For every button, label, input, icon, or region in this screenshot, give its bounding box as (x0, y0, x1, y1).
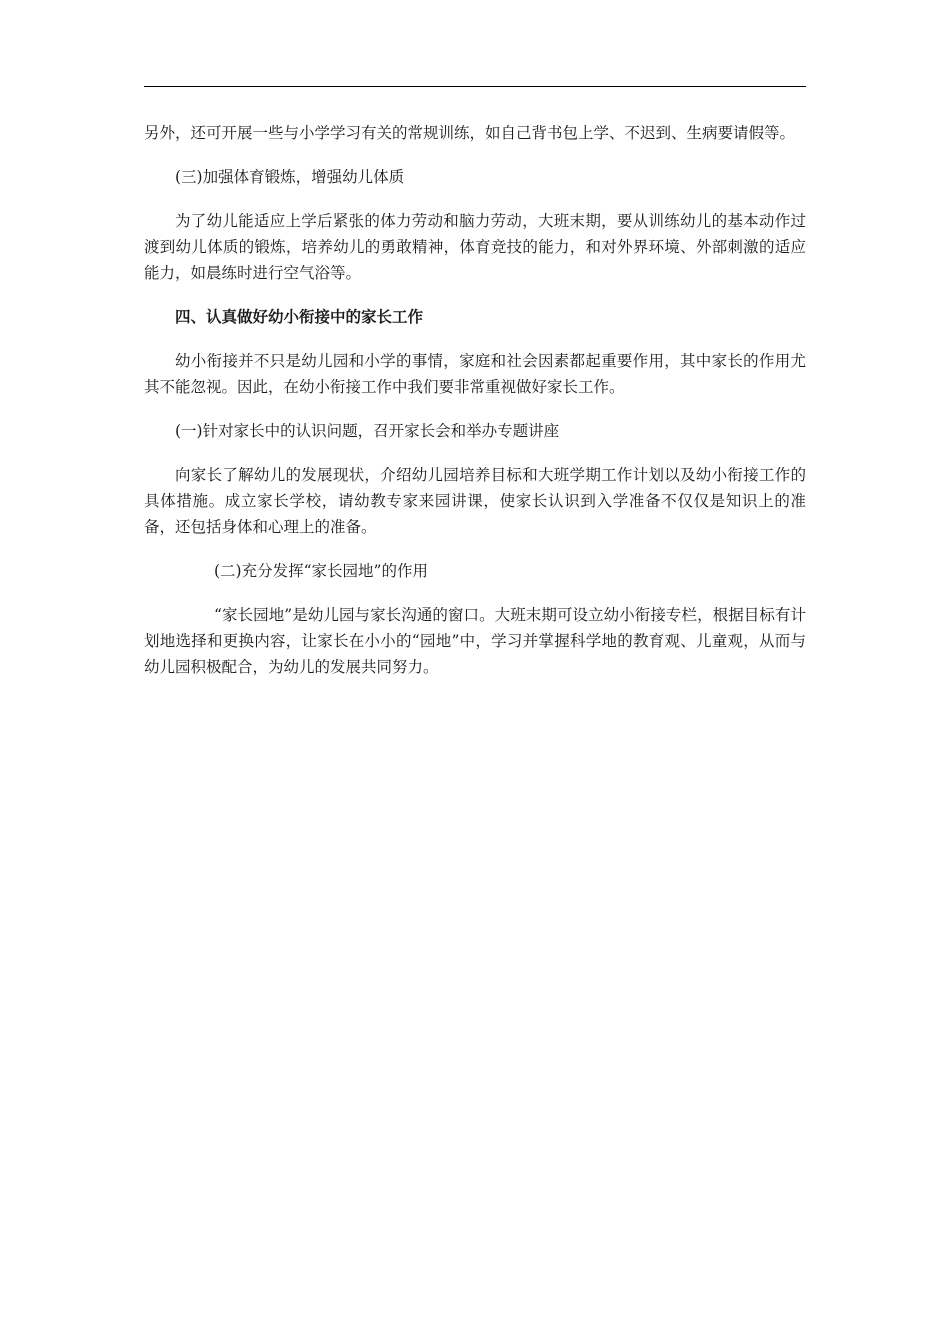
paragraph-parent-work: 幼小衔接并不只是幼儿园和小学的事情，家庭和社会因素都起重要作用，其中家长的作用尤其不能忽视。因此，在幼小衔接工作中我们要非常重视做好家长工作。 (144, 352, 806, 396)
section-heading-parent-work: 四、认真做好幼小衔接中的家长工作 (175, 307, 424, 326)
subheading-parent-garden: (二)充分发挥“家长园地”的作用 (214, 562, 428, 580)
paragraph-physical-exercise: 为了幼儿能适应上学后紧张的体力劳动和脑力劳动，大班末期，要从训练幼儿的基本动作过渡到幼儿体质的锻炼，培养幼儿的勇敢精神，体育竞技的能力，和对外界环境、外部刺激的适应能力，如晨练时进行空气浴等。 (144, 212, 806, 282)
header-rule (144, 86, 806, 87)
paragraph-continuation: 另外，还可开展一些与小学学习有关的常规训练，如自己背书包上学、不迟到、生病要请假等。 (144, 124, 796, 142)
paragraph-parent-garden: “家长园地”是幼儿园与家长沟通的窗口。大班末期可设立幼小衔接专栏，根据目标有计划地选择和更换内容，让家长在小小的“园地”中，学习并掌握科学地的教育观、儿童观，从而与幼儿园积极配合，为幼儿的发展共同努力。 (144, 606, 806, 676)
subheading-physical-exercise: (三)加强体育锻炼，增强幼儿体质 (175, 168, 405, 186)
document-body (144, 120, 806, 698)
subheading-parent-meetings: (一)针对家长中的认识问题，召开家长会和举办专题讲座 (175, 422, 560, 440)
paragraph-parent-meetings: 向家长了解幼儿的发展现状，介绍幼儿园培养目标和大班学期工作计划以及幼小衔接工作的具体措施。成立家长学校，请幼教专家来园讲课，使家长认识到入学准备不仅仅是知识上的准备，还包括身体和心理上的准备。 (144, 466, 806, 536)
